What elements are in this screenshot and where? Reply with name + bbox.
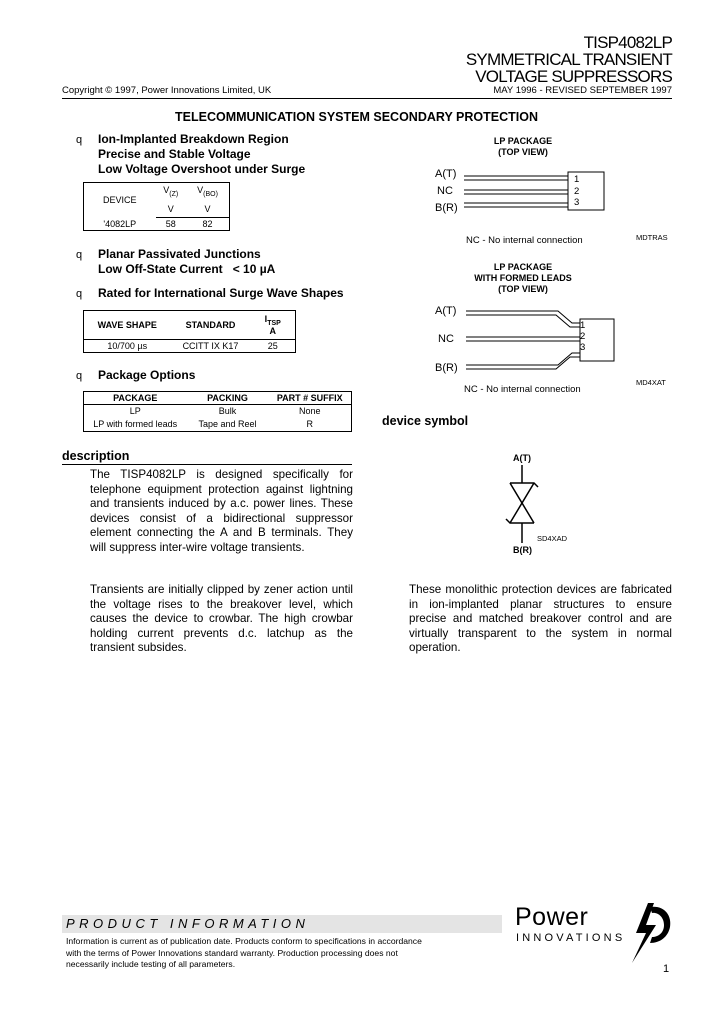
vbo-header: $V_{(BO)}$ bbox=[186, 183, 229, 201]
formed-ref-code: MD4XAT bbox=[636, 378, 666, 387]
suffix-cell: R bbox=[269, 418, 352, 432]
lp-pin-nc: NC bbox=[437, 185, 453, 197]
logo-word-power: Power bbox=[515, 903, 589, 931]
feature-2 bbox=[98, 247, 275, 277]
logo-word-innovations: INNOVATIONS bbox=[516, 932, 626, 944]
disclaimer-line-3: necessarily include testing of all parameters. bbox=[66, 959, 236, 969]
packing-header: PACKING bbox=[187, 392, 269, 405]
vz-header: $V_{(Z)}$ bbox=[156, 183, 187, 201]
feature-4: Package Options bbox=[98, 368, 196, 382]
symbol-ref-code: SD4XAD bbox=[537, 534, 568, 543]
device-cell: '4082LP bbox=[84, 218, 156, 231]
disclaimer bbox=[66, 936, 422, 971]
pin-number-3: 3 bbox=[580, 342, 586, 353]
packing-cell: Tape and Reel bbox=[187, 418, 269, 432]
table-row bbox=[84, 418, 352, 432]
feature-1-line-1: Ion-Implanted Breakdown Region bbox=[98, 132, 289, 146]
lp-formed-title-text: LP PACKAGE bbox=[493, 262, 553, 272]
part-number: TISP4082LP bbox=[583, 33, 672, 52]
feature-2-line-2: Low Off-State Current < 10 µA bbox=[98, 262, 276, 276]
feature-1-line-3: Low Voltage Overshoot under Surge bbox=[98, 162, 306, 176]
header-rule bbox=[62, 98, 672, 99]
description-paragraph-3: These monolithic protection devices are fabricated in ion-implanted planar structures to ensure precise and matched breakover control and are virtually transparent to the system in normal operation. bbox=[409, 583, 672, 654]
lp-formed-subtitle-1: WITH FORMED LEADS bbox=[474, 273, 572, 283]
title-line-2: VOLTAGE SUPPRESSORS bbox=[475, 67, 672, 86]
package-header: PACKAGE bbox=[84, 392, 187, 405]
revision-date: MAY 1996 - REVISED SEPTEMBER 1997 bbox=[493, 85, 672, 96]
lp-formed-subtitle-2: (TOP VIEW) bbox=[498, 284, 548, 294]
lp-ref-code: MDTRAS bbox=[636, 233, 668, 242]
device-table bbox=[83, 182, 230, 231]
formed-pin-numbers bbox=[580, 320, 585, 353]
lp-package-title-text: LP PACKAGE bbox=[493, 136, 553, 146]
banner-text: PRODUCT INFORMATION bbox=[66, 916, 310, 931]
vbo-cell: 82 bbox=[186, 218, 229, 231]
symbol-triangle-down bbox=[510, 483, 534, 503]
itsp-header: $I_{TSP}$ A bbox=[251, 311, 296, 340]
standard-header: STANDARD bbox=[171, 311, 251, 340]
lp-package-drawing bbox=[460, 170, 610, 212]
feature-3: Rated for International Surge Wave Shapes bbox=[98, 286, 344, 300]
description-heading: description bbox=[62, 449, 130, 463]
pin-number-1: 1 bbox=[574, 174, 580, 185]
page-number: 1 bbox=[663, 963, 670, 975]
lp-pin-numbers bbox=[574, 174, 579, 209]
surge-table bbox=[83, 310, 296, 353]
feature-2-line-1: Planar Passivated Junctions bbox=[98, 247, 261, 261]
copyright: Copyright © 1997, Power Innovations Limited, UK bbox=[62, 85, 272, 96]
bullet-2: q bbox=[76, 249, 83, 261]
symbol-terminal-b: B(R) bbox=[513, 545, 532, 555]
description-rule bbox=[62, 464, 352, 465]
suffix-cell: None bbox=[269, 405, 352, 418]
packing-cell: Bulk bbox=[218, 406, 237, 417]
vbo-unit: V bbox=[186, 201, 229, 218]
formed-nc-note: NC - No internal connection bbox=[464, 384, 581, 395]
description-paragraph-1: The TISP4082LP is designed specifically for telephone equipment protection against lightning and transients induced by a.c. power lines. These devices consist of a bidirectional suppressor element connecting the A and B terminals. They will suppress inter-wire voltage transients. bbox=[90, 468, 353, 554]
formed-lead-3b bbox=[466, 357, 580, 369]
product-information-banner bbox=[62, 915, 502, 933]
feature-1 bbox=[98, 132, 305, 177]
wave-shape-header: WAVE SHAPE bbox=[84, 311, 171, 340]
vz-unit: V bbox=[156, 201, 187, 218]
main-title: TELECOMMUNICATION SYSTEM SECONDARY PROTECTION bbox=[175, 110, 538, 124]
symbol-terminal-a: A(T) bbox=[513, 453, 531, 463]
pin-number-2: 2 bbox=[580, 331, 586, 342]
lp-package-title bbox=[468, 136, 578, 158]
bullet-4: q bbox=[76, 370, 83, 382]
vz-cell: 58 bbox=[156, 218, 187, 231]
title-line-1: SYMMETRICAL TRANSIENT bbox=[465, 50, 672, 69]
disclaimer-line-2: with the terms of Power Innovations standard warranty. Production processing does not bbox=[66, 947, 398, 958]
bidirectional-zener-symbol bbox=[500, 463, 548, 545]
feature-1-line-2: Precise and Stable Voltage bbox=[98, 147, 251, 161]
wave-shape-cell: 10/700 µs bbox=[84, 340, 171, 353]
formed-lead-1b bbox=[466, 315, 580, 327]
device-symbol-heading: device symbol bbox=[382, 414, 469, 428]
package-table bbox=[83, 391, 352, 432]
table-row bbox=[84, 405, 352, 418]
formed-pin-b: B(R) bbox=[435, 362, 458, 374]
pin-number-3: 3 bbox=[574, 197, 580, 208]
lp-nc-note: NC - No internal connection bbox=[466, 235, 583, 246]
disclaimer-line-1: Information is current as of publication date. Products conform to specifications in accordance bbox=[66, 936, 422, 946]
lp-formed-title bbox=[458, 262, 588, 295]
bullet-1: q bbox=[76, 134, 83, 146]
standard-cell: CCITT IX K17 bbox=[171, 340, 251, 353]
itsp-cell: 25 bbox=[251, 340, 296, 353]
package-cell: LP bbox=[84, 405, 187, 418]
pin-number-1: 1 bbox=[580, 320, 586, 331]
pin-number-2: 2 bbox=[574, 185, 580, 197]
lp-formed-drawing bbox=[462, 305, 622, 377]
leakage-value: < 10 µA bbox=[232, 262, 276, 276]
lp-package-subtitle: (TOP VIEW) bbox=[498, 147, 548, 157]
lightning-logo-icon bbox=[628, 903, 674, 965]
lp-pin-a: A(T) bbox=[435, 168, 457, 180]
package-cell: LP with formed leads bbox=[84, 418, 187, 432]
description-paragraph-2: Transients are initially clipped by zener action until the voltage rises to the breakover level, which causes the device to crowbar. The high crowbar holding current prevents d.c. latchup as the transient subsides. bbox=[90, 583, 353, 654]
suffix-header: PART # SUFFIX bbox=[269, 392, 352, 405]
lp-pin-b: B(R) bbox=[435, 202, 458, 214]
device-header: DEVICE bbox=[84, 183, 156, 218]
formed-pin-nc: NC bbox=[438, 333, 454, 345]
bullet-3: q bbox=[76, 288, 83, 300]
symbol-triangle-up bbox=[510, 503, 534, 523]
formed-pin-a: A(T) bbox=[435, 305, 457, 317]
